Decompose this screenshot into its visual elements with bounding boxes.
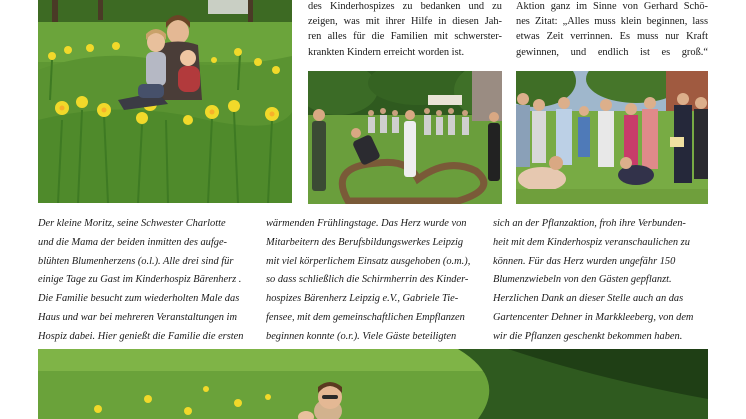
photo-caption-column-2: [266, 215, 480, 347]
article-line: zeigen, was mit ihrer Hilfe in diesen Jah-: [308, 16, 502, 28]
caption-line: so dass schließlich die Schirmherrin des Kinder-: [266, 274, 469, 286]
caption-line: heit mit dem Kinderhospiz veranschaulichen zu: [493, 236, 690, 248]
caption-line: Mitarbeitern des Berufsbildungswerkes Leipzig: [266, 236, 464, 248]
caption-line: Der kleine Moritz, seine Schwester Charlotte: [38, 218, 226, 229]
caption-line: wir die Pflanzen geschenkt bekommen haben.: [493, 330, 683, 342]
article-line: ren alles für die Familien mit schwerster-: [308, 31, 502, 43]
article-text-middle: [308, 0, 502, 60]
article-line: gewinnen, und endlich ist es groß.“: [516, 46, 708, 58]
caption-line: einige Tage zu Gast im Kinderhospiz Bärenherz .: [38, 274, 242, 286]
article-text-right: [516, 0, 708, 60]
photo-bottom-family: [38, 349, 708, 419]
caption-line: blühten Blumenherzens (o.l.). Alle drei sind für: [38, 255, 234, 267]
caption-line: Gartencenter Dehner in Markkleeberg, von dem: [493, 311, 694, 323]
caption-line: Herzlichen Dank an dieser Stelle auch an das: [493, 293, 684, 305]
article-line: Aktion ganz im Sinne von Gerhard Schö-: [516, 1, 708, 12]
article-line: des Kinderhospizes zu bedanken und zu: [308, 1, 502, 12]
caption-line: Blumenzwiebeln von den Gästen gepflanzt.: [493, 274, 672, 286]
caption-line: und die Mama der beiden inmitten des aufge-: [38, 236, 228, 248]
article-line: krankten Kindern erreicht worden ist.: [308, 46, 465, 58]
caption-line: Die Familie besucht zum wiederholten Male das: [38, 293, 240, 305]
caption-line: beginnen konnte (o.r.). Viele Gäste beteiligten: [266, 330, 457, 342]
article-line: nes Zitat: „Alles muss klein beginnen, lass: [516, 16, 708, 28]
caption-line: hospizes Bärenherz Leipzig e.V., Gabriele Tie-: [266, 293, 459, 305]
photo-caption-column-1: [38, 215, 252, 347]
article-line: etwas Zeit verrinnen. Es muss nur Kraft: [516, 31, 708, 43]
caption-line: mit viel körperlichem Einsatz ausgehoben (o.m.),: [266, 255, 471, 267]
photo-family-daffodils: [38, 0, 292, 203]
photo-caption-column-3: [493, 215, 708, 347]
caption-line: Haus und war bei mehreren Veranstaltungen im: [38, 311, 237, 323]
photo-digging-heart: [308, 71, 502, 204]
caption-line: wärmenden Frühlingstage. Das Herz wurde von: [266, 218, 467, 229]
caption-line: Hospiz dabei. Hier genießt die Familie die ersten: [38, 330, 244, 342]
photo-planting-crowd: [516, 71, 708, 204]
caption-line: können. Für das Herz wurden ungefähr 150: [493, 255, 676, 267]
caption-line: sich an der Pflanzaktion, froh ihre Verbunden-: [493, 218, 686, 229]
caption-line: fensee, mit dem gemeinschaftlichen Empflanzen: [266, 311, 465, 323]
